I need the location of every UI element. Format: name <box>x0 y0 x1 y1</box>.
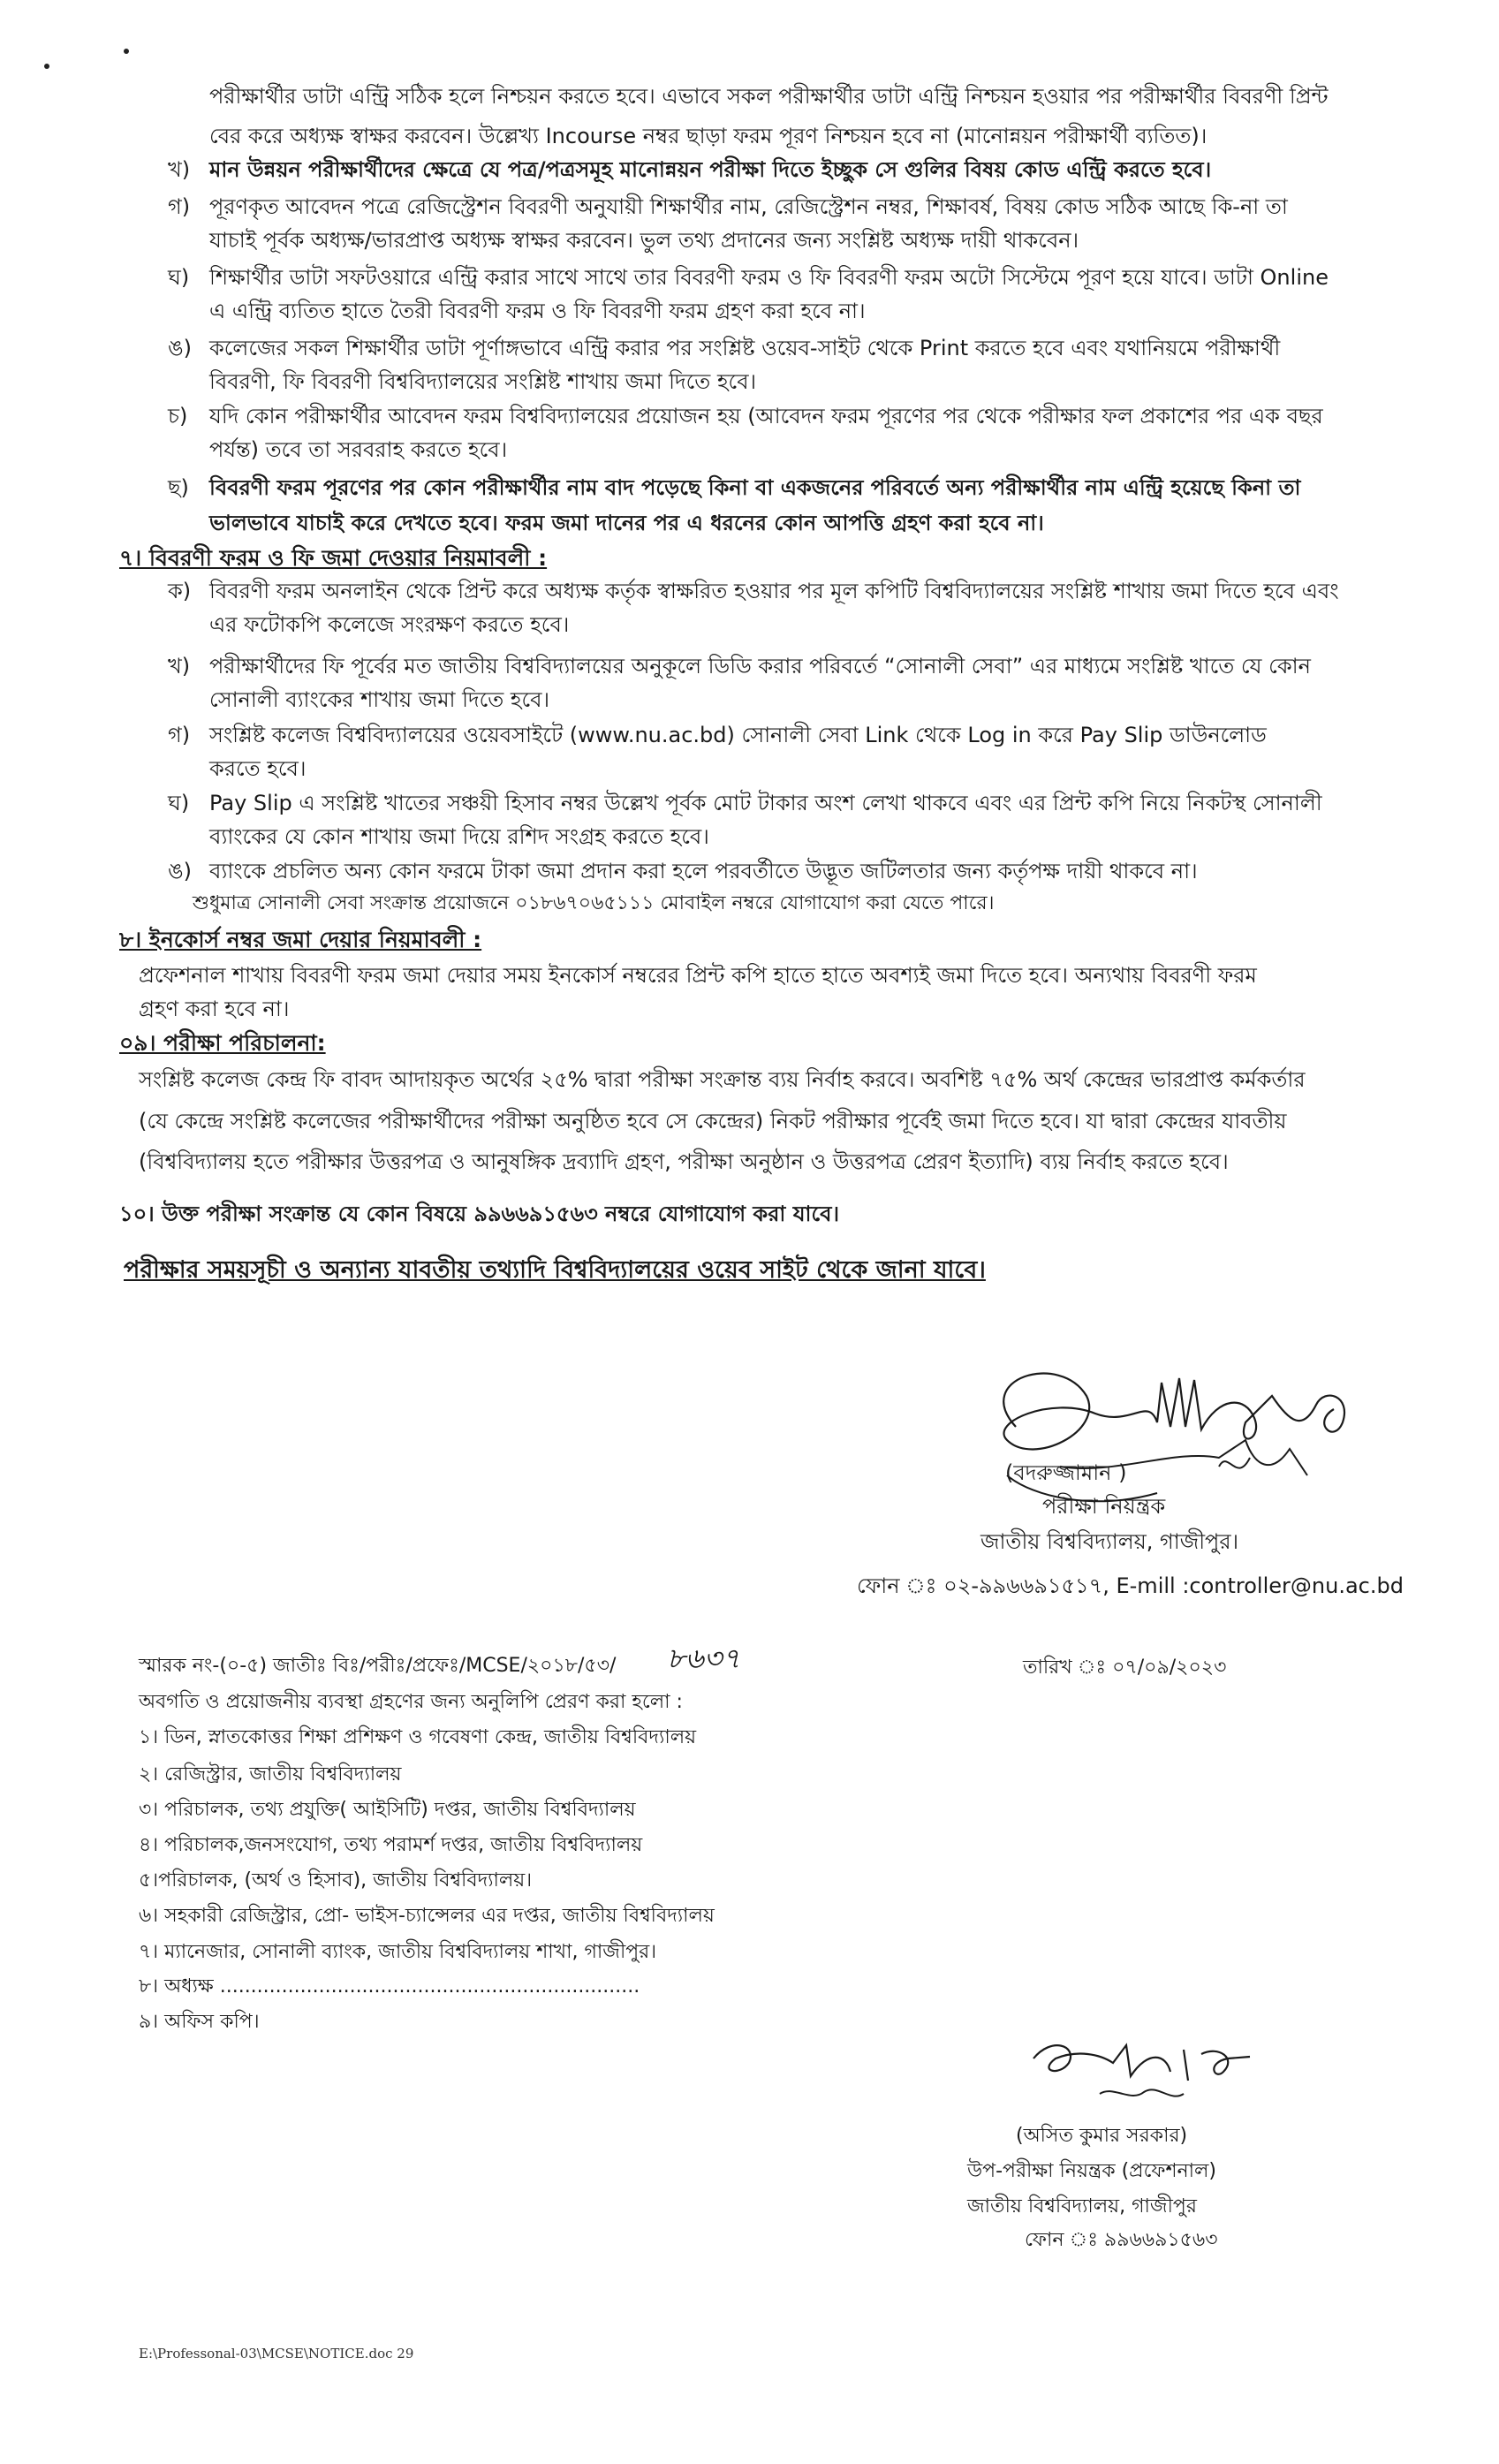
item-text: যাচাই পূর্বক অধ্যক্ষ/ভারপ্রাপ্ত অধ্যক্ষ স্বাক্ষর করবেন। ভুল তথ্য প্রদানের জন্য সংশ্লিষ্ট অধ্যক্ষ দায়ী থাকবেন। <box>209 228 1079 253</box>
scan-speck <box>44 64 49 69</box>
item-mark: খ) <box>168 157 191 182</box>
memo-ref-handwritten: ৮৬৩৭ <box>667 1641 741 1675</box>
section-9-text: সংশ্লিষ্ট কলেজ কেন্দ্র ফি বাবদ আদায়কৃত অর্থের ২৫% দ্বারা পরীক্ষা সংক্রান্ত ব্যয় নির্বাহ করবে। অবশিষ্ট ৭৫% অর্থ কেন্দ্রের ভারপ্রাপ্ত কর্মকর্তার <box>139 1067 1306 1092</box>
controller-signature <box>954 1343 1396 1520</box>
signatory1-name: (বদরুজ্জামান ) <box>1005 1460 1127 1485</box>
memo-ref: স্মারক নং-(০-৫) জাতীঃ বিঃ/পরীঃ/প্রফেঃ/MCSE/২০১৮/৫৩/ <box>139 1655 617 1677</box>
copy-item: ১। ডিন, স্নাতকোত্তর শিক্ষা প্রশিক্ষণ ও গবেষণা কেন্দ্র, জাতীয় বিশ্ববিদ্যালয় <box>139 1726 697 1748</box>
closing-note: পরীক্ষার সময়সূচী ও অন্যান্য যাবতীয় তথ্যাদি বিশ্ববিদ্যালয়ের ওয়েব সাইট থেকে জানা যাবে। <box>124 1256 986 1284</box>
copy-item: ৭। ম্যানেজার, সোনালী ব্যাংক, জাতীয় বিশ্ববিদ্যালয় শাখা, গাজীপুর। <box>139 1941 657 1963</box>
item-mark: চ) <box>168 404 188 428</box>
item-mark: গ) <box>168 194 191 219</box>
section-7-heading: ৭। বিবরণী ফরম ও ফি জমা দেওয়ার নিয়মাবলী : <box>119 545 548 571</box>
section-9-heading: ০৯। পরীক্ষা পরিচালনা: <box>119 1030 326 1056</box>
item-text: Pay Slip এ সংশ্লিষ্ট খাতের সঞ্চয়ী হিসাব নম্বর উল্লেখ পূর্বক মোট টাকার অংশ লেখা থাকবে এবং এর প্রিন্ট কপি নিয়ে নিকটস্থ সোনালী <box>209 791 1322 815</box>
intro-line-2: বের করে অধ্যক্ষ স্বাক্ষর করবেন। উল্লেখ্য Incourse নম্বর ছাড়া ফরম পূরণ নিশ্চয়ন হবে না (মানোন্নয়ন পরীক্ষার্থী ব্যতিত)। <box>209 124 1208 148</box>
copy-item: ৯। অফিস কপি। <box>139 2011 260 2033</box>
scan-speck <box>124 49 129 54</box>
item-mark: গ) <box>168 723 191 747</box>
item-mark: ঙ) <box>168 336 192 360</box>
item-text: করতে হবে। <box>209 756 307 781</box>
item-text: পর্যন্ত) তবে তা সরবরাহ করতে হবে। <box>209 437 508 462</box>
section-9-text: (বিশ্ববিদ্যালয় হতে পরীক্ষার উত্তরপত্র ও আনুষঙ্গিক দ্রব্যাদি গ্রহণ, পরীক্ষা অনুষ্ঠান ও উত্তরপত্র প্রেরণ ইত্যাদি) ব্যয় নির্বাহ করতে হবে। <box>139 1149 1229 1174</box>
item-text: এ এন্ট্রি ব্যতিত হাতে তৈরী বিবরণী ফরম ও ফি বিবরণী ফরম গ্রহণ করা হবে না। <box>209 299 866 323</box>
item-mark: খ) <box>168 654 191 679</box>
section-9-text: (যে কেন্দ্রে সংশ্লিষ্ট কলেজের পরীক্ষার্থীদের পরীক্ষা অনুষ্ঠিত হবে সে কেন্দ্রের) নিকট পরীক্ষার পূর্বেই জমা দিতে হবে। যা দ্বারা কেন্দ্রের যাবতীয় <box>139 1109 1287 1133</box>
section-8-text: প্রফেশনাল শাখায় বিবরণী ফরম জমা দেয়ার সময় ইনকোর্স নম্বরের প্রিন্ট কপি হাতে হাতে অবশ্যই জমা দিতে হবে। অন্যথায় বিবরণী ফরম <box>139 963 1257 988</box>
item-text: ব্যাংকের যে কোন শাখায় জমা দিয়ে রশিদ সংগ্রহ করতে হবে। <box>209 824 709 849</box>
signatory2-name: (অসিত কুমার সরকার) <box>1016 2125 1188 2147</box>
item-text: বিবরণী ফরম পূরণের পর কোন পরীক্ষার্থীর নাম বাদ পড়েছে কিনা বা একজনের পরিবর্তে অন্য পরীক্ষার্থীর নাম এন্ট্রি হয়েছে কিনা তা <box>209 475 1301 500</box>
copy-item: ৩। পরিচালক, তথ্য প্রযুক্তি( আইসিটি) দপ্তর, জাতীয় বিশ্ববিদ্যালয় <box>139 1799 636 1821</box>
item-text: সোনালী ব্যাংকের শাখায় জমা দিতে হবে। <box>209 687 550 712</box>
item-text: পূরণকৃত আবেদন পত্রে রেজিস্ট্রেশন বিবরণী অনুযায়ী শিক্ষার্থীর নাম, রেজিস্ট্রেশন নম্বর, শিক্ষাবর্ষ, বিষয় কোড সঠিক আছে কি-না তা <box>209 194 1288 219</box>
item-mark: ঘ) <box>168 791 190 815</box>
item-text: শিক্ষার্থীর ডাটা সফটওয়ারে এন্ট্রি করার সাথে সাথে তার বিবরণী ফরম ও ফি বিবরণী ফরম অটো সিস্টেমে পূরণ হয়ে যাবে। ডাটা Online <box>209 265 1329 290</box>
signatory1-title: পরীক্ষা নিয়ন্ত্রক <box>1042 1494 1166 1519</box>
copies-intro: অবগতি ও প্রয়োজনীয় ব্যবস্থা গ্রহণের জন্য অনুলিপি প্রেরণ করা হলো : <box>139 1691 683 1713</box>
intro-line-1: পরীক্ষার্থীর ডাটা এন্ট্রি সঠিক হলে নিশ্চয়ন করতে হবে। এভাবে সকল পরীক্ষার্থীর ডাটা এন্ট্রি নিশ্চয়ন হওয়ার পর পরীক্ষার্থীর বিবরণী প্রিন্ট <box>209 84 1329 109</box>
signatory1-contact: ফোন ঃ ০২-৯৯৬৬৯১৫১৭, E-mill :controller@nu.ac.bd <box>857 1573 1404 1598</box>
item-mark: ছ) <box>168 475 189 500</box>
section-10-text: ১০। উক্ত পরীক্ষা সংক্রান্ত যে কোন বিষয়ে ৯৯৬৬৯১৫৬৩ নম্বরে যোগাযোগ করা যাবে। <box>119 1202 840 1226</box>
copy-item: ৪। পরিচালক,জনসংযোগ, তথ্য পরামর্শ দপ্তর, জাতীয় বিশ্ববিদ্যালয় <box>139 1834 643 1856</box>
item-text: এর ফটোকপি কলেজে সংরক্ষণ করতে হবে। <box>209 612 570 637</box>
item-text: সংশ্লিষ্ট কলেজ বিশ্ববিদ্যালয়ের ওয়েবসাইটে (www.nu.ac.bd) সোনালী সেবা Link থেকে Log in করে Pay Slip ডাউনলোড <box>209 723 1267 747</box>
item-text: ভালভাবে যাচাই করে দেখতে হবে। ফরম জমা দানের পর এ ধরনের কোন আপত্তি গ্রহণ করা হবে না। <box>209 511 1044 535</box>
deputy-controller-signature <box>1016 2023 1281 2120</box>
item-mark: ক) <box>168 579 192 603</box>
signatory2-org: জাতীয় বিশ্ববিদ্যালয়, গাজীপুর <box>967 2195 1197 2218</box>
copy-item: ৬। সহকারী রেজিস্ট্রার, প্রো- ভাইস-চ্যান্সেলর এর দপ্তর, জাতীয় বিশ্ববিদ্যালয় <box>139 1905 715 1927</box>
item-text: বিবরণী ফরম অনলাইন থেকে প্রিন্ট করে অধ্যক্ষ কর্তৃক স্বাক্ষরিত হওয়ার পর মূল কপিটি বিশ্ববিদ্যালয়ের সংশ্লিষ্ট শাখায় জমা দিতে হবে এবং <box>209 579 1339 603</box>
item-text: যদি কোন পরীক্ষার্থীর আবেদন ফরম বিশ্ববিদ্যালয়ের প্রয়োজন হয় (আবেদন ফরম পূরণের পর থেকে পরীক্ষার ফল প্রকাশের পর এক বছর <box>209 404 1323 428</box>
copy-item: ৫।পরিচালক, (অর্থ ও হিসাব), জাতীয় বিশ্ববিদ্যালয়। <box>139 1869 533 1892</box>
section-8-text: গ্রহণ করা হবে না। <box>139 997 290 1021</box>
sonali-contact-note: শুধুমাত্র সোনালী সেবা সংক্রান্ত প্রয়োজনে ০১৮৬৭০৬৫১১১ মোবাইল নম্বরে যোগাযোগ করা যেতে পারে। <box>193 892 995 914</box>
item-text: পরীক্ষার্থীদের ফি পূর্বের মত জাতীয় বিশ্ববিদ্যালয়ের অনুকূলে ডিডি করার পরিবর্তে “সোনালী সেবা” এর মাধ্যমে সংশ্লিষ্ট খাতে যে কোন <box>209 654 1311 679</box>
signatory2-phone: ফোন ঃ ৯৯৬৬৯১৫৬৩ <box>1025 2229 1218 2251</box>
signatory1-org: জাতীয় বিশ্ববিদ্যালয়, গাজীপুর। <box>980 1529 1239 1554</box>
item-mark: ঘ) <box>168 265 190 290</box>
item-text: কলেজের সকল শিক্ষার্থীর ডাটা পূর্ণাঙ্গভাবে এন্ট্রি করার পর সংশ্লিষ্ট ওয়েব-সাইট থেকে Print করতে হবে এবং যথানিয়মে পরীক্ষার্থী <box>209 336 1281 360</box>
signatory2-title: উপ-পরীক্ষা নিয়ন্ত্রক (প্রফেশনাল) <box>967 2160 1217 2182</box>
section-8-heading: ৮। ইনকোর্স নম্বর জমা দেয়ার নিয়মাবলী : <box>119 927 482 952</box>
item-text: মান উন্নয়ন পরীক্ষার্থীদের ক্ষেত্রে যে পত্র/পত্রসমূহ মানোন্নয়ন পরীক্ষা দিতে ইচ্ছুক সে গুলির বিষয় কোড এন্ট্রি করতে হবে। <box>209 157 1212 182</box>
item-text: ব্যাংকে প্রচলিত অন্য কোন ফরমে টাকা জমা প্রদান করা হলে পরবর্তীতে উদ্ভূত জটিলতার জন্য কর্তৃপক্ষ দায়ী থাকবে না। <box>209 859 1198 883</box>
item-text: বিবরণী, ফি বিবরণী বিশ্ববিদ্যালয়ের সংশ্লিষ্ট শাখায় জমা দিতে হবে। <box>209 369 757 394</box>
copy-item: ৮। অধ্যক্ষ .................................................................... <box>139 1975 640 1998</box>
item-mark: ঙ) <box>168 859 192 883</box>
file-path-footer: E:\Professonal-03\MCSE\NOTICE.doc 29 <box>139 2346 414 2362</box>
copy-item: ২। রেজিস্ট্রার, জাতীয় বিশ্ববিদ্যালয় <box>139 1763 402 1785</box>
memo-date: তারিখ ঃ ০৭/০৯/২০২৩ <box>1023 1657 1227 1679</box>
